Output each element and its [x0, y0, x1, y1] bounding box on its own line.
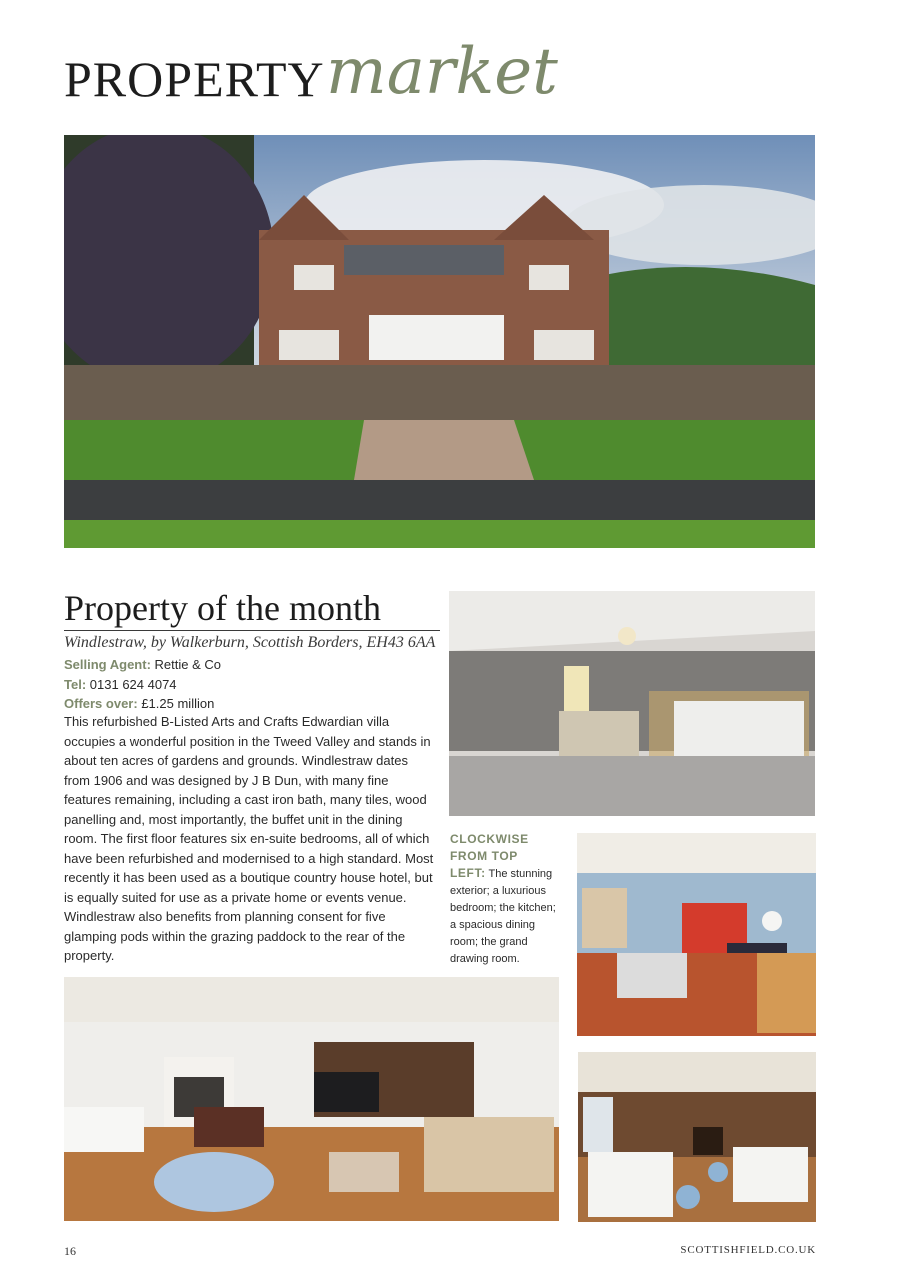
drawing-room-photo	[64, 977, 559, 1221]
agent-value: Rettie & Co	[154, 657, 222, 672]
photo-caption	[450, 831, 562, 968]
caption-head-1: CLOCKWISE	[450, 832, 529, 846]
article-headline: Property of the month	[64, 590, 440, 631]
offers-value: £1.25 million	[141, 696, 215, 711]
offers-line	[64, 694, 221, 714]
offers-label: Offers over:	[64, 696, 138, 711]
caption-text: The stunning exterior; a luxurious bedroom; the kitchen; a spacious dining room; the grand drawing room.	[450, 868, 556, 965]
agent-label: Selling Agent:	[64, 657, 151, 672]
page-number: 16	[64, 1244, 76, 1258]
caption-head-3: LEFT:	[450, 866, 486, 880]
property-facts	[64, 655, 221, 714]
tel-value: 0131 624 4074	[89, 676, 177, 692]
masthead-property: PROPERTY	[64, 51, 325, 107]
tel-line	[64, 675, 221, 695]
bedroom-photo	[449, 591, 815, 816]
site-url: SCOTTISHFIELD.CO.UK	[680, 1244, 816, 1256]
caption-head-2: FROM TOP	[450, 849, 518, 863]
property-location: Windlestraw, by Walkerburn, Scottish Borders, EH43 6AA	[64, 634, 436, 651]
masthead-market: market	[326, 35, 558, 109]
exterior-photo	[64, 135, 815, 548]
article-body: This refurbished B-Listed Arts and Crafts Edwardian villa occupies a wonderful position in the Tweed Valley and stands in about ten acres of gardens and grounds. Windlestraw dates from 1906 and was designed by J B Dun, with many fine features remaining, including a cast iron bath, many tiles, wood panelling and, most importantly, the buffet unit in the dining room. The first floor features six en-suite bedrooms, all of which have been refurbished and modernised to a high standard. Most recently it has been used as a boutique country house hotel, but is equally suited for use as a private home or events venue. Windlestraw also benefits from planning consent for five glamping pods within the grazing paddock to the rear of the property.	[64, 714, 434, 963]
agent-line	[64, 655, 221, 675]
kitchen-photo	[577, 833, 816, 1036]
dining-room-photo	[578, 1052, 816, 1222]
tel-label: Tel:	[64, 676, 87, 692]
